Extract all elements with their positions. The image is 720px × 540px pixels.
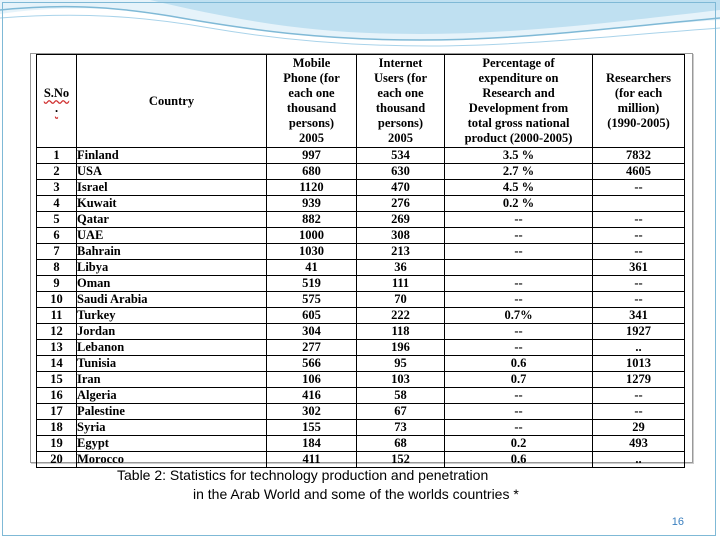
cell-sno: 14 [37,356,77,372]
table-row [37,148,685,164]
cell-researchers: -- [593,276,685,292]
cell-researchers: 493 [593,436,685,452]
cell-rd-percent: -- [445,292,593,308]
cell-researchers: -- [593,404,685,420]
table-row [37,164,685,180]
cell-sno: 17 [37,404,77,420]
header-sno: S.No . [37,55,77,148]
cell-country: Qatar [77,212,267,228]
cell-rd-percent: -- [445,388,593,404]
cell-country: Morocco [77,452,267,468]
cell-mobile: 939 [267,196,357,212]
table-container [30,53,693,466]
table-row [37,196,685,212]
cell-researchers: 7832 [593,148,685,164]
cell-mobile: 519 [267,276,357,292]
cell-mobile: 277 [267,340,357,356]
table-row [37,372,685,388]
cell-sno: 18 [37,420,77,436]
cell-country: Jordan [77,324,267,340]
cell-rd-percent: -- [445,340,593,356]
table-row [37,356,685,372]
cell-mobile: 411 [267,452,357,468]
cell-sno: 11 [37,308,77,324]
cell-country: UAE [77,228,267,244]
cell-rd-percent: -- [445,276,593,292]
cell-rd-percent: 0.2 % [445,196,593,212]
header-country: Country [77,55,267,148]
table-row [37,180,685,196]
cell-internet: 103 [357,372,445,388]
cell-internet: 470 [357,180,445,196]
cell-internet: 73 [357,420,445,436]
cell-sno: 9 [37,276,77,292]
cell-sno: 3 [37,180,77,196]
cell-researchers: -- [593,180,685,196]
cell-mobile: 680 [267,164,357,180]
header-internet-users: Internet Users (for each one thousand persons) 2005 [357,55,445,148]
cell-rd-percent: 2.7 % [445,164,593,180]
table-row [37,244,685,260]
cell-sno: 2 [37,164,77,180]
cell-sno: 20 [37,452,77,468]
cell-mobile: 1030 [267,244,357,260]
table-row [37,292,685,308]
cell-sno: 7 [37,244,77,260]
cell-internet: 534 [357,148,445,164]
table-row [37,404,685,420]
cell-mobile: 184 [267,436,357,452]
cell-researchers: -- [593,228,685,244]
cell-internet: 276 [357,196,445,212]
cell-researchers: 341 [593,308,685,324]
header-rd-expenditure: Percentage of expenditure on Research and Development from total gross national product (2000-2005) [445,55,593,148]
cell-sno: 12 [37,324,77,340]
cell-rd-percent: 4.5 % [445,180,593,196]
cell-mobile: 882 [267,212,357,228]
cell-internet: 58 [357,388,445,404]
cell-internet: 67 [357,404,445,420]
cell-mobile: 605 [267,308,357,324]
table-header-row [37,55,685,148]
cell-sno: 6 [37,228,77,244]
cell-country: Turkey [77,308,267,324]
cell-internet: 68 [357,436,445,452]
cell-country: Tunisia [77,356,267,372]
cell-country: Palestine [77,404,267,420]
cell-sno: 10 [37,292,77,308]
cell-country: Saudi Arabia [77,292,267,308]
cell-researchers: -- [593,212,685,228]
cell-internet: 630 [357,164,445,180]
cell-country: Oman [77,276,267,292]
cell-rd-percent: 0.2 [445,436,593,452]
cell-internet: 196 [357,340,445,356]
cell-country: Kuwait [77,196,267,212]
cell-internet: 213 [357,244,445,260]
cell-country: Algeria [77,388,267,404]
cell-researchers: 361 [593,260,685,276]
cell-researchers: 29 [593,420,685,436]
cell-researchers: -- [593,388,685,404]
cell-researchers: .. [593,340,685,356]
cell-rd-percent: 0.7 [445,372,593,388]
cell-mobile: 566 [267,356,357,372]
cell-sno: 16 [37,388,77,404]
table-row [37,308,685,324]
cell-internet: 36 [357,260,445,276]
cell-mobile: 575 [267,292,357,308]
table-row [37,212,685,228]
cell-rd-percent: -- [445,244,593,260]
cell-rd-percent: -- [445,404,593,420]
cell-internet: 95 [357,356,445,372]
cell-country: Lebanon [77,340,267,356]
cell-sno: 4 [37,196,77,212]
cell-rd-percent: -- [445,228,593,244]
cell-country: Syria [77,420,267,436]
cell-internet: 269 [357,212,445,228]
cell-country: Israel [77,180,267,196]
cell-country: Iran [77,372,267,388]
caption-line-2: in the Arab World and some of the worlds countries * [193,486,519,502]
table-row [37,260,685,276]
table-row [37,420,685,436]
cell-rd-percent [445,260,593,276]
cell-country: USA [77,164,267,180]
table-row [37,388,685,404]
cell-researchers: 4605 [593,164,685,180]
cell-researchers: .. [593,452,685,468]
cell-internet: 118 [357,324,445,340]
cell-mobile: 416 [267,388,357,404]
cell-internet: 111 [357,276,445,292]
cell-internet: 70 [357,292,445,308]
cell-country: Libya [77,260,267,276]
cell-country: Egypt [77,436,267,452]
cell-sno: 15 [37,372,77,388]
cell-mobile: 1000 [267,228,357,244]
header-mobile-phone: Mobile Phone (for each one thousand persons) 2005 [267,55,357,148]
cell-internet: 308 [357,228,445,244]
cell-internet: 152 [357,452,445,468]
cell-sno: 1 [37,148,77,164]
table-row [37,228,685,244]
table-caption [117,466,519,504]
cell-researchers: 1927 [593,324,685,340]
cell-country: Finland [77,148,267,164]
cell-mobile: 106 [267,372,357,388]
cell-mobile: 302 [267,404,357,420]
cell-country: Bahrain [77,244,267,260]
cell-sno: 13 [37,340,77,356]
cell-rd-percent: -- [445,324,593,340]
table-row [37,436,685,452]
cell-rd-percent: 0.6 [445,452,593,468]
cell-mobile: 41 [267,260,357,276]
cell-researchers [593,196,685,212]
cell-mobile: 997 [267,148,357,164]
page-number: 16 [671,516,684,528]
caption-line-1: Table 2: Statistics for technology production and penetration [117,467,489,483]
cell-researchers: -- [593,244,685,260]
cell-rd-percent: 3.5 % [445,148,593,164]
table-row [37,324,685,340]
cell-sno: 8 [37,260,77,276]
cell-researchers: -- [593,292,685,308]
cell-sno: 5 [37,212,77,228]
table-row [37,340,685,356]
cell-rd-percent: -- [445,420,593,436]
cell-researchers: 1279 [593,372,685,388]
header-researchers: Researchers (for each million) (1990-2005) [593,55,685,148]
cell-sno: 19 [37,436,77,452]
cell-rd-percent: 0.7% [445,308,593,324]
cell-mobile: 1120 [267,180,357,196]
table-row [37,276,685,292]
cell-researchers: 1013 [593,356,685,372]
cell-rd-percent: 0.6 [445,356,593,372]
cell-rd-percent: -- [445,212,593,228]
cell-mobile: 304 [267,324,357,340]
cell-internet: 222 [357,308,445,324]
statistics-table [36,54,685,468]
cell-mobile: 155 [267,420,357,436]
